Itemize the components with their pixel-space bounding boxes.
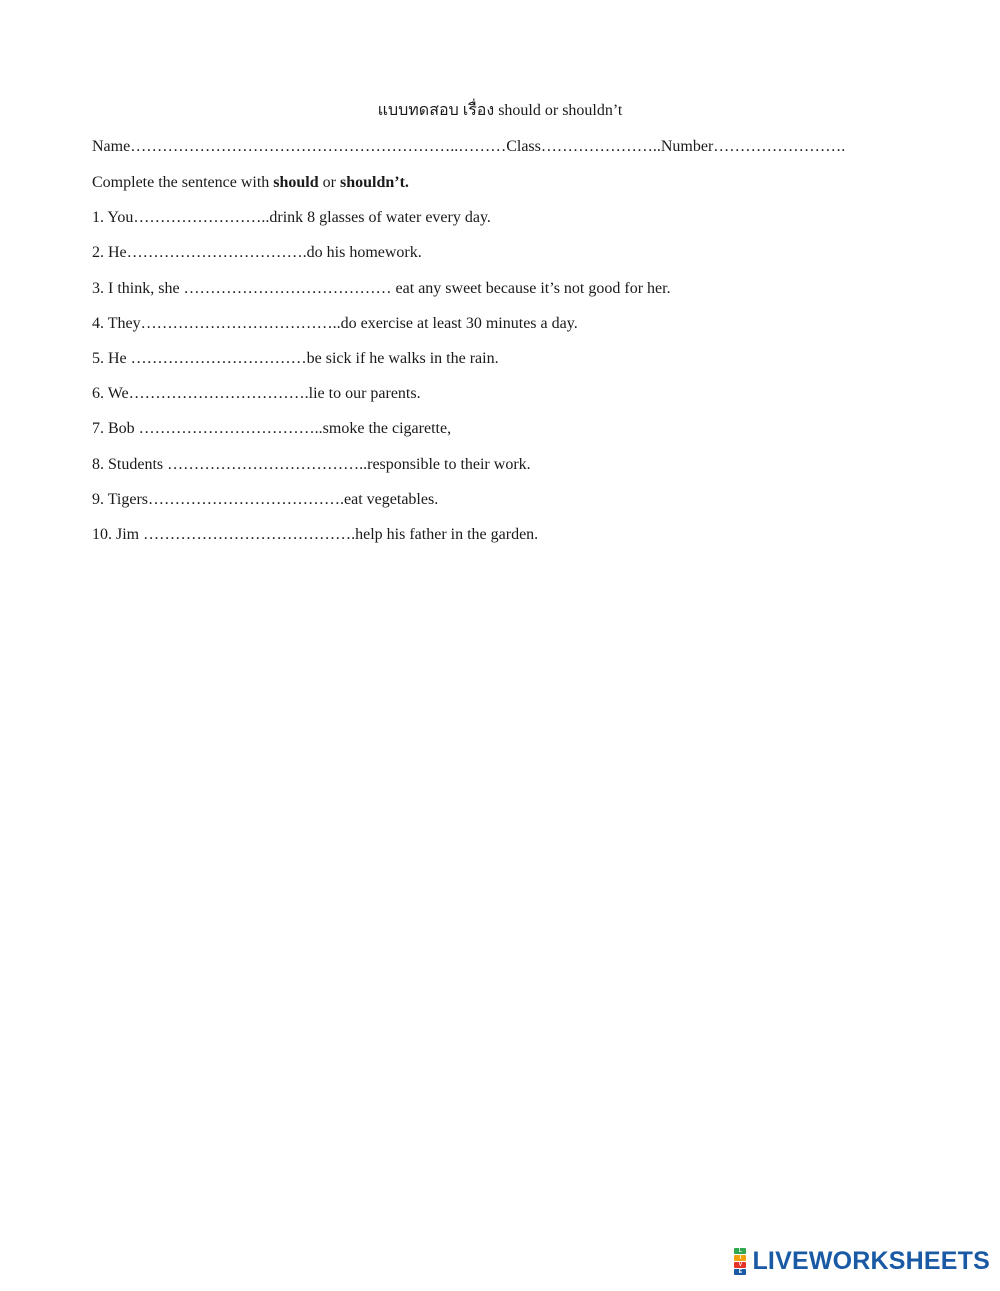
- instruction-middle: or: [318, 174, 340, 191]
- liveworksheets-logo: [734, 1246, 990, 1276]
- instruction-word-should: should: [273, 174, 319, 191]
- question-7: 7. Bob ……………………………..smoke the cigarette,: [92, 420, 452, 437]
- instruction: [92, 173, 409, 193]
- question-8: 8. Students ………………………………..responsible to their work.: [92, 456, 531, 473]
- question-1: 1. You……………………..drink 8 glasses of water every day.: [92, 209, 491, 226]
- question-5: 5. He ……………………………be sick if he walks in the rain.: [92, 350, 499, 367]
- question-9: 9. Tigers……………………………….eat vegetables.: [92, 491, 439, 508]
- question-3: 3. I think, she ………………………………… eat any sweet because it’s not good for her.: [92, 280, 671, 297]
- instruction-prefix: Complete the sentence with: [92, 174, 274, 191]
- student-info-line: Name……………………………………………………..………Class…………………..Number…………………….: [92, 138, 846, 155]
- logo-block-l: L: [734, 1248, 746, 1254]
- instruction-word-shouldnt: shouldn’t.: [339, 174, 409, 191]
- question-2: 2. He…………………………….do his homework.: [92, 244, 422, 261]
- question-10: 10. Jim ………………………………….help his father in the garden.: [92, 526, 539, 543]
- logo-block-i: I: [734, 1255, 746, 1261]
- logo-blocks-icon: [734, 1248, 746, 1275]
- question-4: 4. They………………………………..do exercise at least 30 minutes a day.: [92, 315, 578, 332]
- worksheet-title: แบบทดสอบ เรื่อง should or shouldn’t: [377, 102, 623, 119]
- logo-block-e: E: [734, 1269, 746, 1275]
- logo-block-v: V: [734, 1262, 746, 1268]
- logo-text: LIVEWORKSHEETS: [752, 1247, 990, 1275]
- question-6: 6. We…………………………….lie to our parents.: [92, 385, 421, 402]
